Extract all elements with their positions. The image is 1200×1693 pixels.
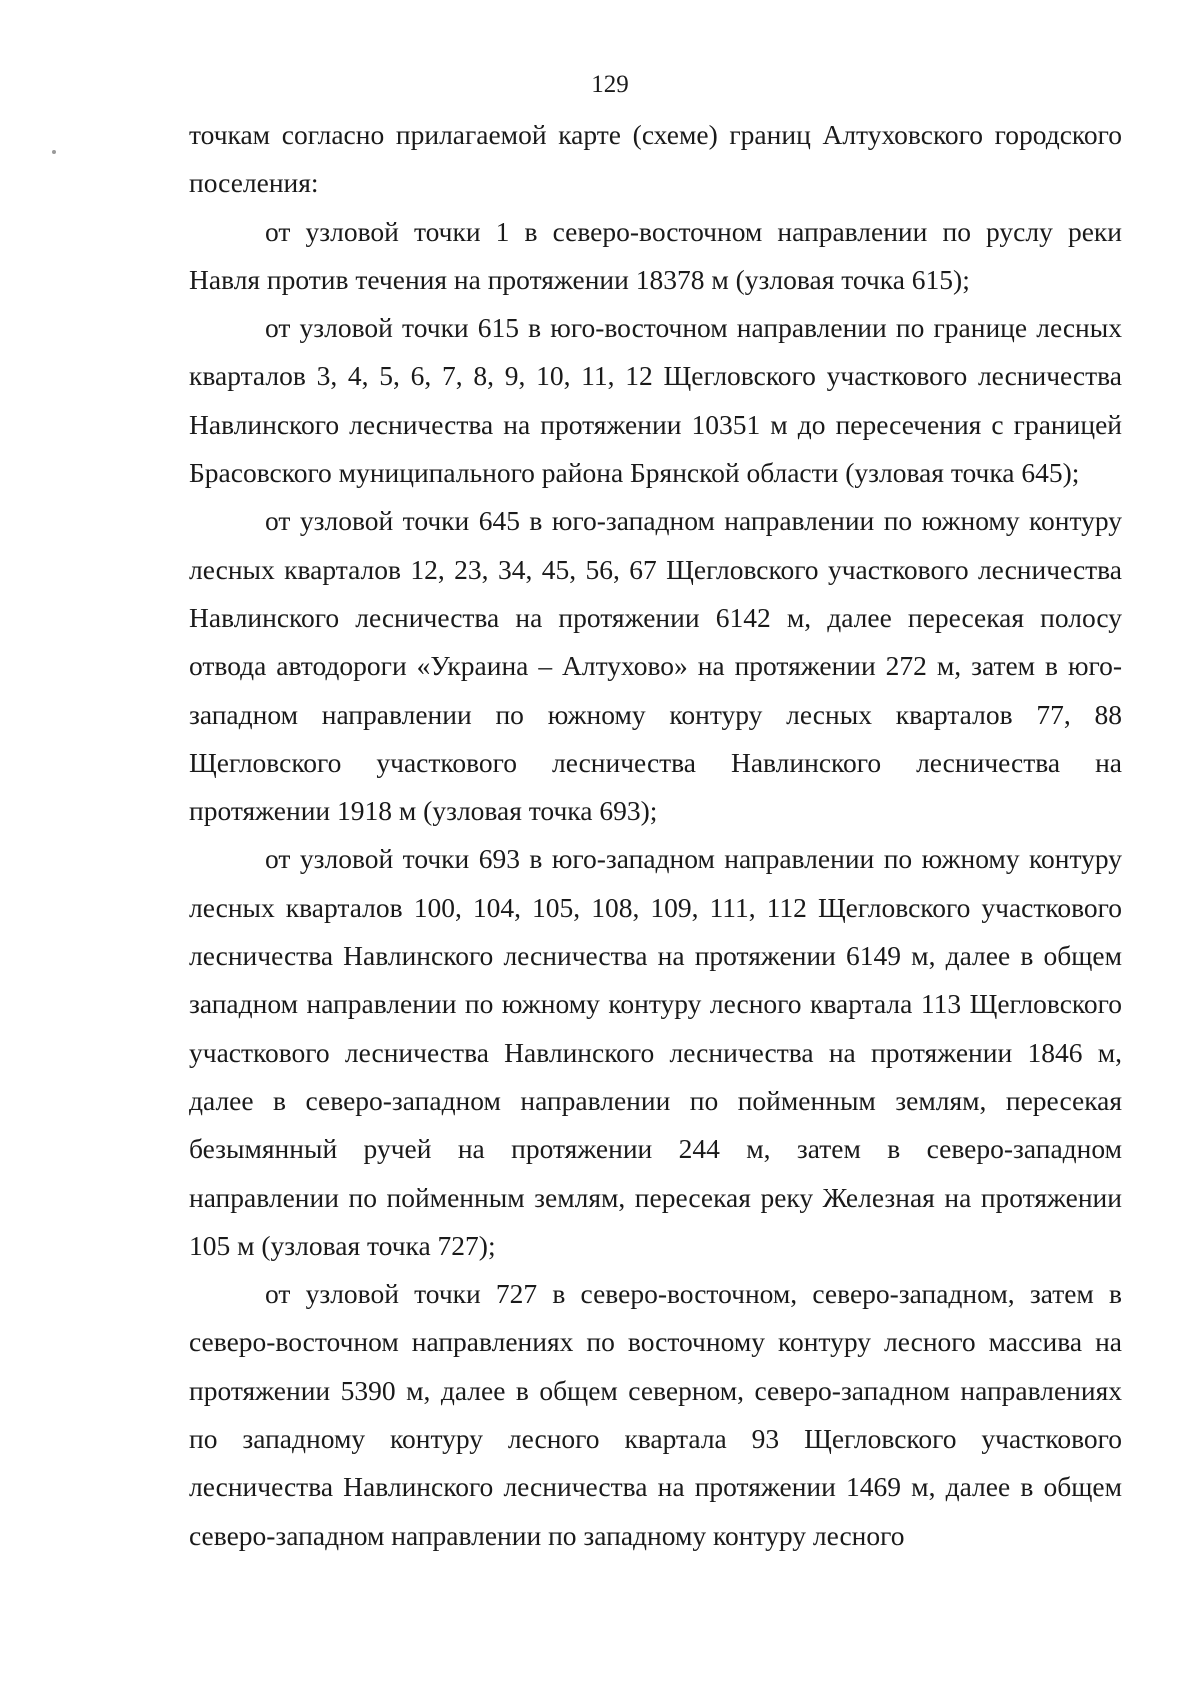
scan-speck bbox=[52, 150, 56, 154]
paragraph-continuation: точкам согласно прилагаемой карте (схеме) границ Алтуховского городского поселения: bbox=[189, 119, 1122, 199]
page-number: 129 bbox=[591, 71, 629, 98]
paragraph-segment-727: от узловой точки 727 в северо-восточном, северо-западном, затем в северо-восточном направлениях по восточному контуру лесного массива на протяжении 5390 м, далее в общем северном, северо-западном направлениях по западному контуру лесного квартала 93 Щегловского участкового лесничества Навлинского лесничества на протяжении 1469 м, далее в общем северо-западном направлении по западному контуру лесного bbox=[189, 1278, 1122, 1551]
paragraph-segment-615-645: от узловой точки 615 в юго-восточном направлении по границе лесных кварталов 3, 4, 5, 6, 7, 8, 9, 10, 11, 12 Щегловского участкового лесничества Навлинского лесничества на протяжении 10351 м до пересечения с границей Брасовского муниципального района Брянской области (узловая точка 645); bbox=[189, 312, 1122, 489]
paragraph-segment-645-693: от узловой точки 645 в юго-западном направлении по южному контуру лесных кварталов 12, 23, 34, 45, 56, 67 Щегловского участкового лесничества Навлинского лесничества на протяжении 6142 м, далее пересекая полосу отвода автодороги «Украина – Алтухово» на протяжении 272 м, затем в юго-западном направлении по южному контуру лесных кварталов 77, 88 Щегловского участкового лесничества Навлинского лесничества на протяжении 1918 м (узловая точка 693); bbox=[189, 505, 1122, 827]
document-body bbox=[189, 111, 1122, 1560]
paragraph-segment-693-727: от узловой точки 693 в юго-западном направлении по южному контуру лесных кварталов 100, 104, 105, 108, 109, 111, 112 Щегловского участкового лесничества Навлинского лесничества на протяжении 6149 м, далее в общем западном направлении по южному контуру лесного квартала 113 Щегловского участкового лесничества Навлинского лесничества на протяжении 1846 м, далее в северо-западном направлении по пойменным землям, пересекая безымянный ручей на протяжении 244 м, затем в северо-западном направлении по пойменным землям, пересекая реку Железная на протяжении 105 м (узловая точка 727); bbox=[189, 843, 1122, 1261]
paragraph-segment-1-615: от узловой точки 1 в северо-восточном направлении по руслу реки Навля против течения на протяжении 18378 м (узловая точка 615); bbox=[189, 215, 1122, 295]
